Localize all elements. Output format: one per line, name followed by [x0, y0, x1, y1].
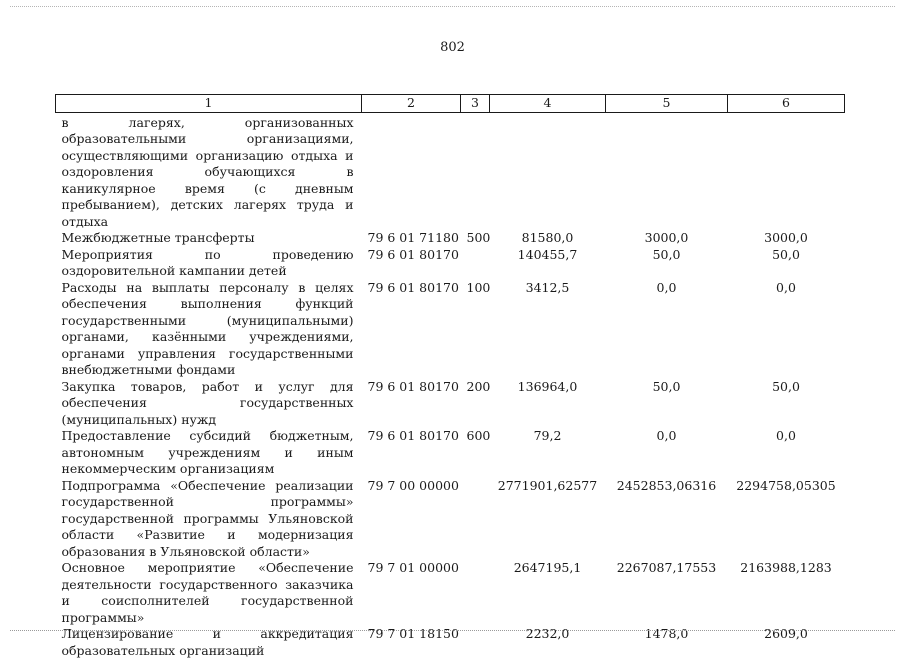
- row-amount-col5: 2452853,06316: [616, 477, 717, 493]
- column-header-1: 1: [56, 95, 362, 113]
- column-header-5: 5: [606, 95, 728, 113]
- row-description: Подпрограмма «Обеспечение реализации государственной программы» государственной программы Ульяновской области «Развитие и модернизация образования в Ульяновской области»: [61, 477, 354, 559]
- row-amount-col4: 3412,5: [525, 279, 570, 295]
- row-code: 79 7 00 00000: [367, 477, 459, 493]
- row-amount-col5: 2267087,17553: [616, 560, 717, 575]
- row-expense-type: [461, 115, 490, 231]
- table-row: [56, 379, 845, 429]
- table-row: [56, 247, 845, 280]
- row-amount-col6: [728, 115, 845, 231]
- row-amount-col6: 2163988,1283: [740, 560, 832, 575]
- row-amount-col6: 3000,0: [764, 230, 808, 245]
- row-amount-col5: [606, 115, 728, 231]
- row-expense-type: [461, 560, 490, 626]
- row-code: 79 6 01 80170: [367, 428, 459, 443]
- row-description: Лицензирование и аккредитация образовательных организаций: [61, 626, 354, 658]
- row-description: Межбюджетные трансферты: [61, 230, 255, 245]
- table-row: [56, 115, 845, 231]
- row-description: Предоставление субсидий бюджетным, автономным учреждениям и иным некоммерческим организациям: [61, 428, 354, 476]
- row-amount-col4: 79,2: [533, 428, 562, 443]
- row-expense-type: [461, 247, 490, 280]
- row-description: в лагерях, организованных образовательными организациями, осуществляющими организацию отдыха и оздоровления обучающихся в каникулярное время (с дневным пребыванием), детских лагерях труда и отдыха: [61, 114, 354, 229]
- row-description: Мероприятия по проведению оздоровительной кампании детей: [61, 246, 354, 278]
- row-amount-col6: 2609,0: [764, 626, 808, 641]
- row-code: [362, 115, 461, 231]
- row-description: Закупка товаров, работ и услуг для обеспечения государственных (муниципальных) нужд: [61, 378, 354, 427]
- budget-table: [55, 94, 845, 659]
- table-row: [56, 428, 845, 478]
- row-expense-type: [461, 478, 490, 561]
- row-code: 79 7 01 18150: [367, 626, 459, 641]
- table-body: [56, 112, 845, 659]
- column-header-3: 3: [461, 95, 490, 113]
- column-header-2: 2: [362, 95, 461, 113]
- row-expense-type: 200: [466, 378, 491, 394]
- row-amount-col5: 0,0: [656, 428, 677, 443]
- scan-edge-bottom: [10, 630, 895, 631]
- row-expense-type: 500: [466, 230, 491, 245]
- table-row: [56, 560, 845, 626]
- row-expense-type: 600: [466, 428, 491, 443]
- table-header: [56, 95, 845, 113]
- row-amount-col6: 2294758,05305: [736, 477, 836, 493]
- row-amount-col5: 50,0: [652, 246, 681, 262]
- row-amount-col4: [490, 115, 606, 231]
- row-code: 79 6 01 80170: [367, 378, 459, 394]
- column-header-6: 6: [728, 95, 845, 113]
- row-amount-col6: 0,0: [776, 279, 796, 295]
- row-code: 79 7 01 00000: [367, 560, 459, 575]
- row-description: Основное мероприятие «Обеспечение деятельности государственного заказчика и соисполнителей государственной программы»: [61, 560, 354, 625]
- header-row: [56, 95, 845, 113]
- row-amount-col5: 3000,0: [644, 230, 689, 245]
- row-amount-col6: 0,0: [776, 428, 796, 443]
- scan-edge-top: [10, 6, 895, 7]
- row-amount-col4: 2647195,1: [513, 560, 582, 575]
- row-code: 79 6 01 80170: [367, 279, 459, 295]
- row-amount-col4: 136964,0: [517, 378, 578, 394]
- table-row: [56, 230, 845, 247]
- row-amount-col4: 2232,0: [525, 626, 570, 641]
- table-row: [56, 478, 845, 561]
- column-header-4: 4: [490, 95, 606, 113]
- row-amount-col4: 2771901,62577: [497, 477, 598, 493]
- row-code: 79 6 01 80170: [367, 246, 459, 262]
- row-code: 79 6 01 71180: [367, 230, 459, 245]
- row-description: Расходы на выплаты персоналу в целях обеспечения выполнения функций государственными (муниципальными) органами, казёнными учреждениями, органами управления государственными внебюджетными фондами: [61, 279, 354, 377]
- row-amount-col5: 0,0: [656, 279, 677, 295]
- row-amount-col6: 50,0: [772, 378, 800, 394]
- row-amount-col4: 140455,7: [517, 246, 578, 262]
- page-number: 802: [440, 40, 465, 55]
- table-row: [56, 280, 845, 379]
- row-amount-col5: 50,0: [652, 378, 681, 394]
- row-amount-col6: 50,0: [772, 246, 800, 262]
- row-expense-type: 100: [466, 279, 491, 295]
- row-amount-col5: 1478,0: [644, 626, 689, 641]
- row-amount-col4: 81580,0: [521, 230, 574, 245]
